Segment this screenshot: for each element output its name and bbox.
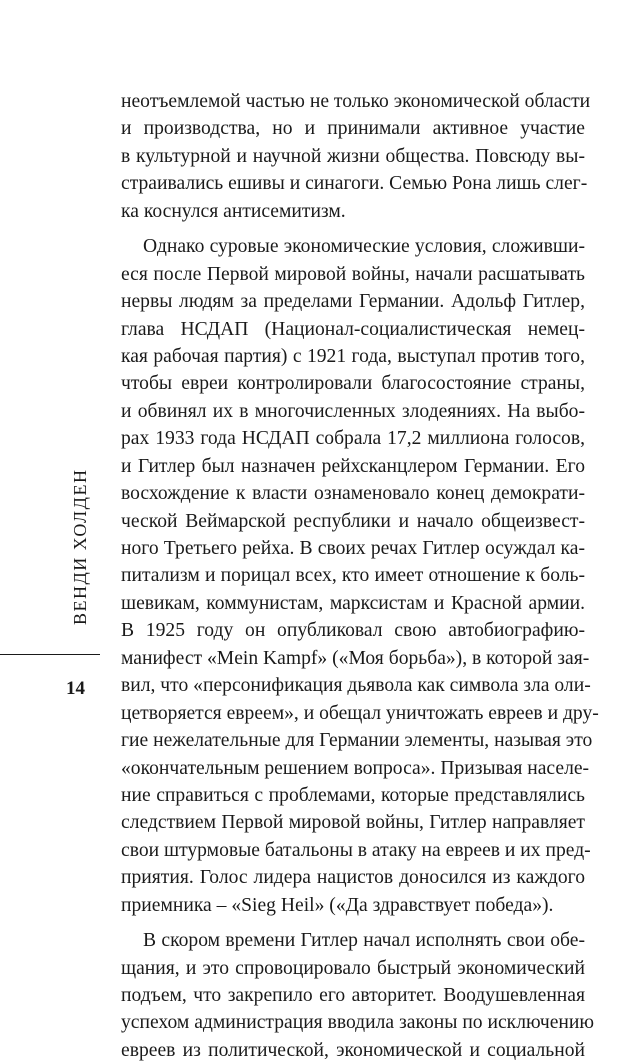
text-line: нервы людям за пределами Германии. Адольф Гитлер,	[121, 291, 585, 313]
text-line: гие нежелательные для Германии элементы, называя это	[121, 730, 593, 752]
text-line: успехом администрация вводила законы по исключению	[121, 1012, 595, 1034]
text-line: кая рабочая партия) с 1921 года, выступал против того,	[121, 345, 585, 367]
text-line: вил, что «персонификация дьявола как символа зла оли-	[121, 675, 591, 697]
text-line: и производства, но и принимали активное участие	[121, 118, 585, 140]
text-line: и обвинял их в многочисленных злодеяниях. На выбо-	[121, 400, 585, 422]
text-line: и Гитлер был назначен рейхсканцлером Германии. Его	[121, 455, 585, 477]
text-line: питализм и порицал всех, кто имеет отношение к боль-	[121, 565, 585, 587]
text-line: подъем, что закрепило его авторитет. Воодушевленная	[121, 985, 585, 1006]
text-line: манифест «Mein Kampf» («Моя борьба»), в которой зая-	[121, 647, 590, 669]
text-line: приятия. Голос лидера нацистов доносился из каждого	[121, 867, 585, 889]
text-line: глава НСДАП (Национал-социалистическая немец-	[121, 318, 585, 340]
text-line: шевикам, коммунистам, марксистам и Красной армии.	[121, 592, 585, 614]
text-line: приемника – «Sieg Heil» («Да здравствует победа»).	[121, 894, 554, 916]
text-line: Однако суровые экономические условия, сложивши-	[143, 236, 585, 258]
text-line: ка коснулся антисемитизм.	[121, 200, 346, 222]
text-line: евреев из политической, экономической и социальной	[121, 1039, 585, 1061]
text-line: ние справиться с проблемами, которые представлялись	[121, 784, 585, 806]
text-line: свои штурмовые батальоны в атаку на евреев и их пред-	[121, 839, 591, 861]
paragraph	[121, 88, 591, 225]
text-line: восхождение к власти ознаменовало конец демократи-	[121, 483, 585, 505]
text-line: В 1925 году он опубликовал свою автобиографию-	[121, 620, 585, 642]
text-line: рах 1933 года НСДАП собрала 17,2 миллиона голосов,	[121, 428, 585, 450]
text-line: еся после Первой мировой войны, начали расшатывать	[121, 263, 585, 285]
page-number: 14	[66, 678, 85, 699]
text-line: В скором времени Гитлер начал исполнять свои обе-	[143, 930, 585, 952]
text-line: следствием Первой мировой войны, Гитлер направляет	[121, 812, 585, 834]
text-line: неотъемлемой частью не только экономической области	[121, 91, 591, 112]
text-line: цетворяется евреем», и обещал уничтожать евреев и дру-	[121, 702, 599, 724]
paragraph	[121, 233, 599, 919]
text-line: щания, и это спровоцировало быстрый экономический	[121, 957, 585, 979]
text-line: чтобы евреи контролировали благосостояние страны,	[121, 373, 585, 395]
text-line: страивались ешивы и синагоги. Семью Рона лишь слег-	[121, 173, 588, 195]
text-line: ного Третьего рейха. В своих речах Гитлер осуждал ка-	[121, 538, 585, 559]
text-line: «окончательным решением вопроса». Призывая населе-	[121, 757, 590, 779]
text-line: ческой Веймарской республики и начало общеизвест-	[121, 510, 585, 532]
paragraph	[121, 927, 595, 1064]
text-line: в культурной и научной жизни общества. Повсюду вы-	[121, 145, 585, 167]
body-text	[121, 88, 599, 1064]
margin-rule	[0, 654, 100, 655]
running-head-author: ВЕНДИ ХОЛДЕН	[70, 468, 90, 625]
